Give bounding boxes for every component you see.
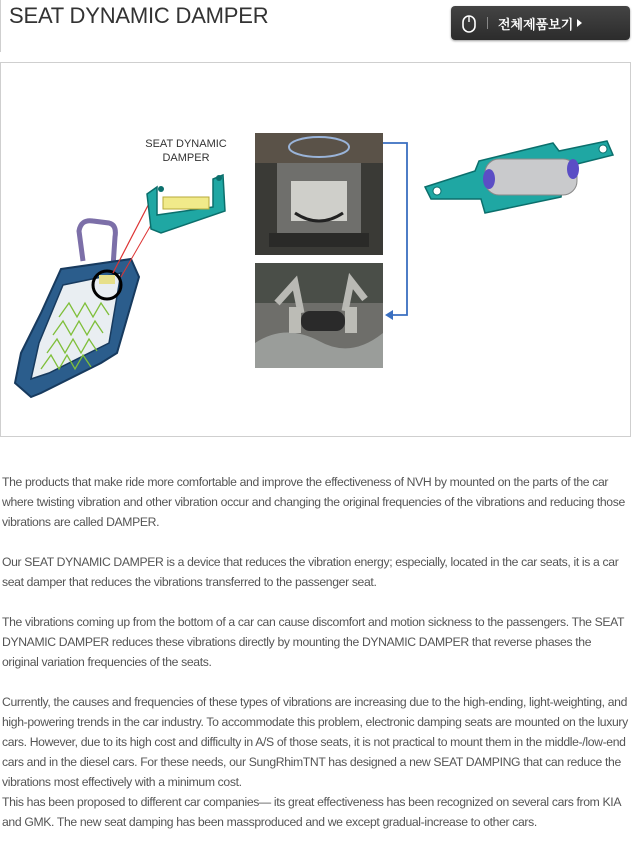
paragraph-1: The products that make ride more comfortable and improve the effectiveness of NVH by mounted on the parts of the car where twisting vibration and other vibration occur and changing the original frequencies of the vibrations and reducing those vibrations are called DAMPER. bbox=[2, 475, 625, 529]
page-title: SEAT DYNAMIC DAMPER bbox=[9, 3, 269, 28]
paragraph-2: Our SEAT DYNAMIC DAMPER is a device that reduces the vibration energy; especially, located in the car seats, it is a car seat damper that reduces the vibrations transferred to the passenger seat. bbox=[2, 555, 619, 589]
mouse-icon bbox=[460, 14, 478, 34]
caption-line-1: SEAT DYNAMIC bbox=[145, 138, 227, 150]
header-divider bbox=[0, 0, 1, 52]
caret-right-icon bbox=[577, 19, 583, 27]
view-all-products-button[interactable] bbox=[451, 6, 630, 40]
caption-line-2: DAMPER bbox=[162, 152, 210, 164]
damper-caption bbox=[141, 137, 231, 165]
damper-closeup-photo bbox=[255, 263, 383, 368]
seat-installed-photo bbox=[255, 133, 383, 255]
button-separator bbox=[487, 17, 488, 29]
product-figure bbox=[0, 62, 631, 437]
page-header bbox=[0, 0, 632, 52]
description-text bbox=[2, 472, 628, 832]
paragraph-3: The vibrations coming up from the bottom of a car can cause discomfort and motion sickness to the passengers. The SEAT DYNAMIC DAMPER reduces these vibrations directly by mounting the DYNAMIC DAMPER that reverse phases the original variation frequencies of the seats. bbox=[2, 615, 624, 669]
view-all-products-label: 전체제품보기 bbox=[498, 17, 574, 32]
paragraph-4: Currently, the causes and frequencies of these types of vibrations are increasing due to the high-ending, light-weighting, and high-powering trends in the car industry. To accommodate this problem, electronic damping seats are mounted on the luxury cars. However, due to its high cost and difficulty in A/S of those seats, it is not practical to mount them in the middle-/low-end cars and in the diesel cars. For these needs, our SungRhimTNT has designed a new SEAT DAMPING that can reduce the vibrations most effectively with a minimum cost. This has been proposed to different car companies— its great effectiveness has been recognized on several cars from KIA and GMK. The new seat damping has been massproduced and we except gradual-increase to other cars. bbox=[2, 695, 628, 829]
